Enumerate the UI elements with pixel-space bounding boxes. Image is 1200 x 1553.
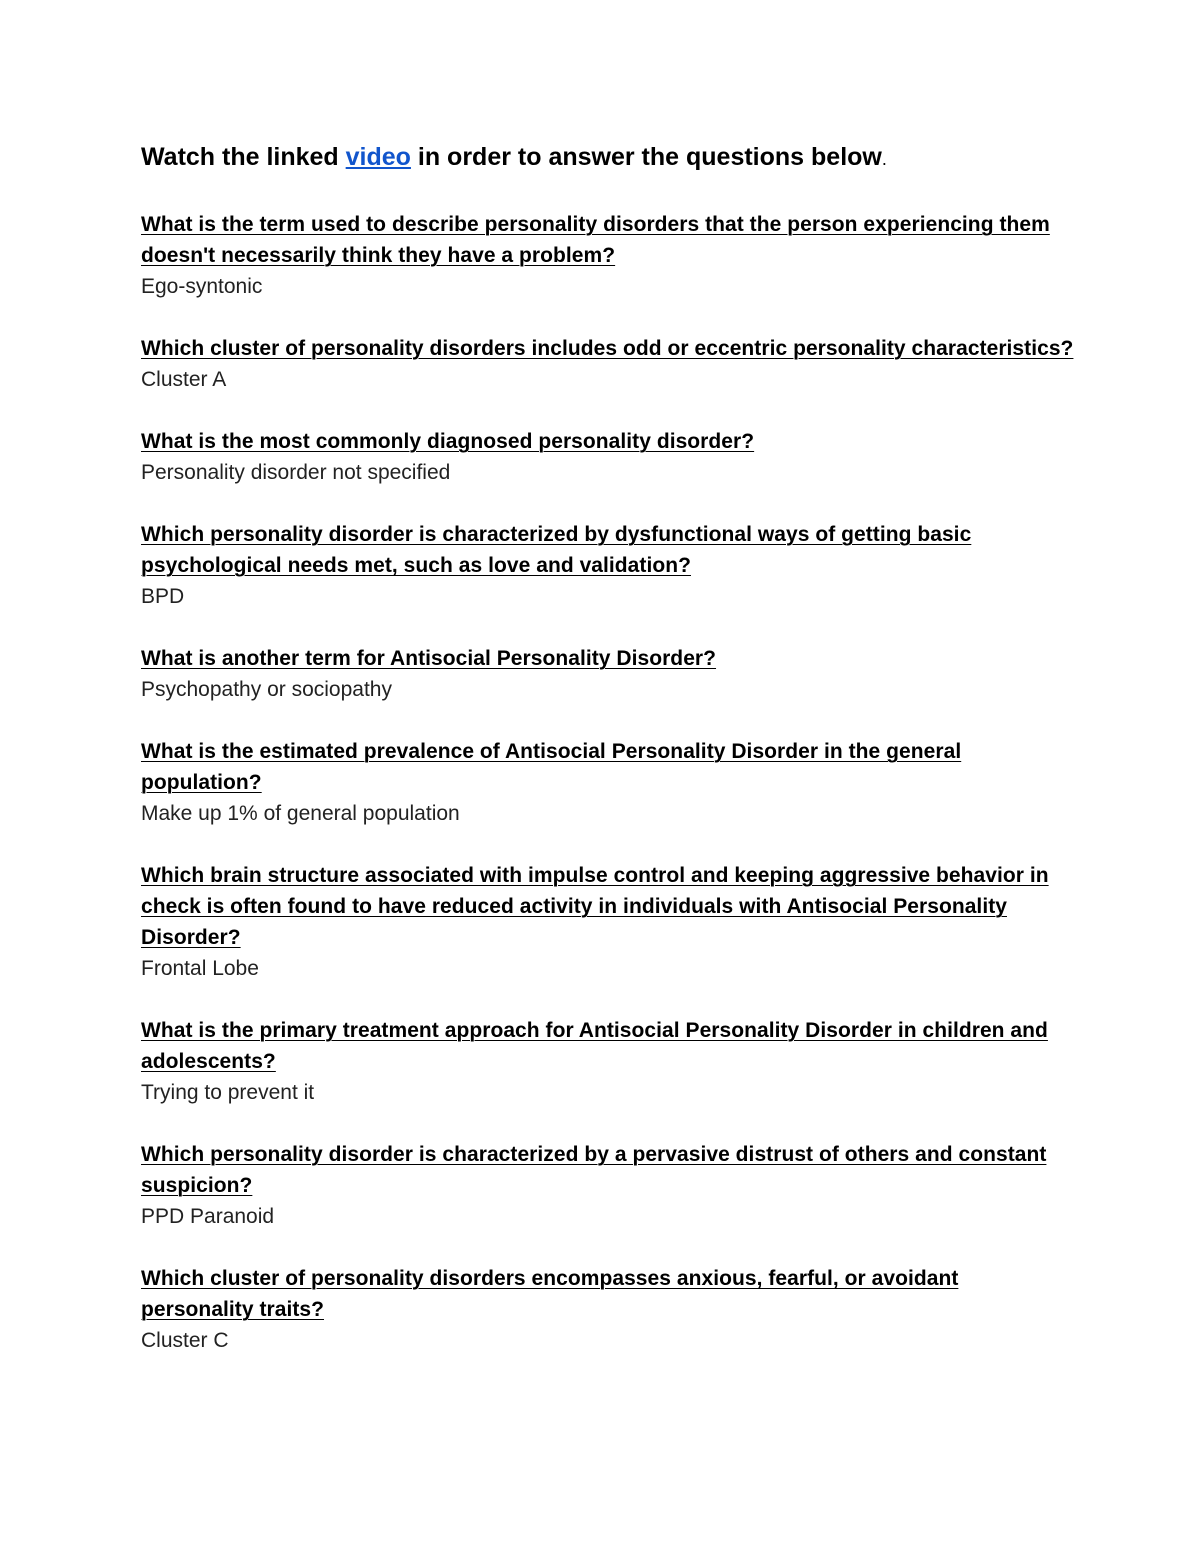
answer-7: Frontal Lobe [141,957,259,980]
qa-item-4 [141,519,1076,612]
question-8: What is the primary treatment approach for Antisocial Personality Disorder in children and adolescents? [141,1019,1048,1073]
answer-8: Trying to prevent it [141,1081,315,1104]
question-6: What is the estimated prevalence of Antisocial Personality Disorder in the general population? [141,740,962,794]
answer-9: PPD Paranoid [141,1205,275,1228]
answer-5: Psychopathy or sociopathy [141,678,392,701]
video-link[interactable]: video [345,143,411,171]
answer-1: Ego-syntonic [141,275,263,298]
qa-item-5 [141,643,1076,705]
question-9: Which personality disorder is characterized by a pervasive distrust of others and constant suspicion? [141,1143,1047,1197]
question-7: Which brain structure associated with impulse control and keeping aggressive behavior in check is often found to have reduced activity in individuals with Antisocial Personality Disorder? [141,864,1049,949]
intro-period: . [881,149,887,169]
qa-item-3 [141,426,1076,488]
intro-text-after: in order to answer the questions below [410,143,882,171]
intro-text-before: Watch the linked [141,143,346,171]
question-2: Which cluster of personality disorders includes odd or eccentric personality characteristics? [141,337,1074,360]
answer-10: Cluster C [141,1329,229,1352]
question-5: What is another term for Antisocial Personality Disorder? [141,647,717,670]
qa-item-1 [141,209,1076,302]
qa-item-6 [141,736,1076,829]
qa-item-10 [141,1263,1076,1356]
answer-2: Cluster A [141,368,227,391]
qa-item-2 [141,333,1076,395]
question-10: Which cluster of personality disorders encompasses anxious, fearful, or avoidant personality traits? [141,1267,959,1321]
answer-6: Make up 1% of general population [141,802,460,825]
answer-4: BPD [141,585,185,608]
question-3: What is the most commonly diagnosed personality disorder? [141,430,755,453]
qa-item-9 [141,1139,1076,1232]
qa-item-7 [141,860,1076,984]
question-1: What is the term used to describe personality disorders that the person experiencing them doesn't necessarily think they have a problem? [141,213,1050,267]
document-page [141,138,1076,1387]
question-4: Which personality disorder is characterized by dysfunctional ways of getting basic psychological needs met, such as love and validation? [141,523,972,577]
intro-heading [141,138,1076,178]
qa-item-8 [141,1015,1076,1108]
answer-3: Personality disorder not specified [141,461,451,484]
